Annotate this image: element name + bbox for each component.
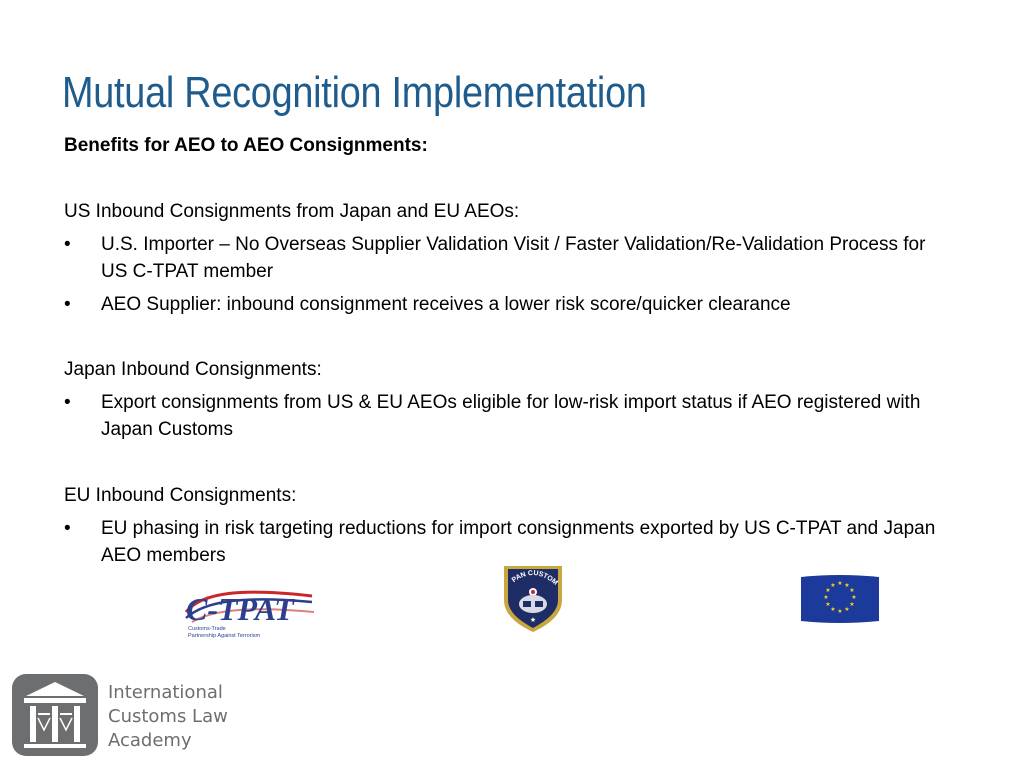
- section-heading-eu: EU Inbound Consignments:: [64, 485, 297, 506]
- svg-text:★: ★: [844, 606, 850, 613]
- slide-title: Mutual Recognition Implementation: [62, 68, 647, 117]
- svg-text:★: ★: [825, 601, 831, 608]
- svg-text:★: ★: [830, 606, 836, 613]
- bullet-text: Export consignments from US & EU AEOs eligible for low-risk import status if AEO registered with Japan Customs: [101, 392, 921, 440]
- svg-text:★: ★: [823, 594, 829, 601]
- bullet-dot: •: [64, 518, 71, 539]
- bullet-text: U.S. Importer – No Overseas Supplier Validation Visit / Faster Validation/Re-Validation Process for US C-TPAT member: [101, 234, 926, 282]
- academy-name-line-3: Academy: [108, 730, 192, 751]
- bullet-item: [64, 231, 944, 285]
- svg-text:★: ★: [844, 582, 850, 589]
- academy-name: [108, 681, 228, 753]
- bullet-text: EU phasing in risk targeting reductions for import consignments exported by US C-TPAT and Japan AEO members: [101, 518, 936, 566]
- svg-text:★: ★: [837, 580, 843, 587]
- svg-text:★: ★: [851, 594, 857, 601]
- section-heading-us: US Inbound Consignments from Japan and EU AEOs:: [64, 201, 520, 222]
- academy-name-line-1: International: [108, 682, 223, 703]
- academy-building-icon: [12, 674, 98, 756]
- ctpat-tagline-1: Customs-Trade: [188, 626, 226, 632]
- ctpat-tagline-2: Partnership Against Terrorism: [188, 633, 261, 639]
- section-heading-japan: Japan Inbound Consignments:: [64, 359, 322, 380]
- svg-text:★: ★: [529, 616, 537, 624]
- bullet-dot: •: [64, 392, 71, 413]
- svg-text:★: ★: [849, 587, 855, 594]
- svg-text:★: ★: [849, 601, 855, 608]
- japan-customs-mark: PAN CUSTOM: [510, 569, 559, 587]
- ctpat-logo: [182, 582, 318, 640]
- eu-flag: [799, 573, 881, 625]
- bullet-dot: •: [64, 234, 71, 255]
- slide-subtitle: Benefits for AEO to AEO Consignments:: [64, 135, 428, 156]
- japan-customs-badge: [500, 560, 566, 634]
- academy-name-line-2: Customs Law: [108, 706, 228, 727]
- bullet-item: [64, 389, 944, 443]
- bullet-dot: •: [64, 294, 71, 315]
- ctpat-mark: C-TPAT: [186, 591, 294, 627]
- svg-text:★: ★: [830, 582, 836, 589]
- svg-text:★: ★: [837, 608, 843, 615]
- bullet-text: AEO Supplier: inbound consignment receives a lower risk score/quicker clearance: [101, 294, 791, 315]
- svg-text:★: ★: [825, 587, 831, 594]
- bullet-item: [64, 291, 944, 318]
